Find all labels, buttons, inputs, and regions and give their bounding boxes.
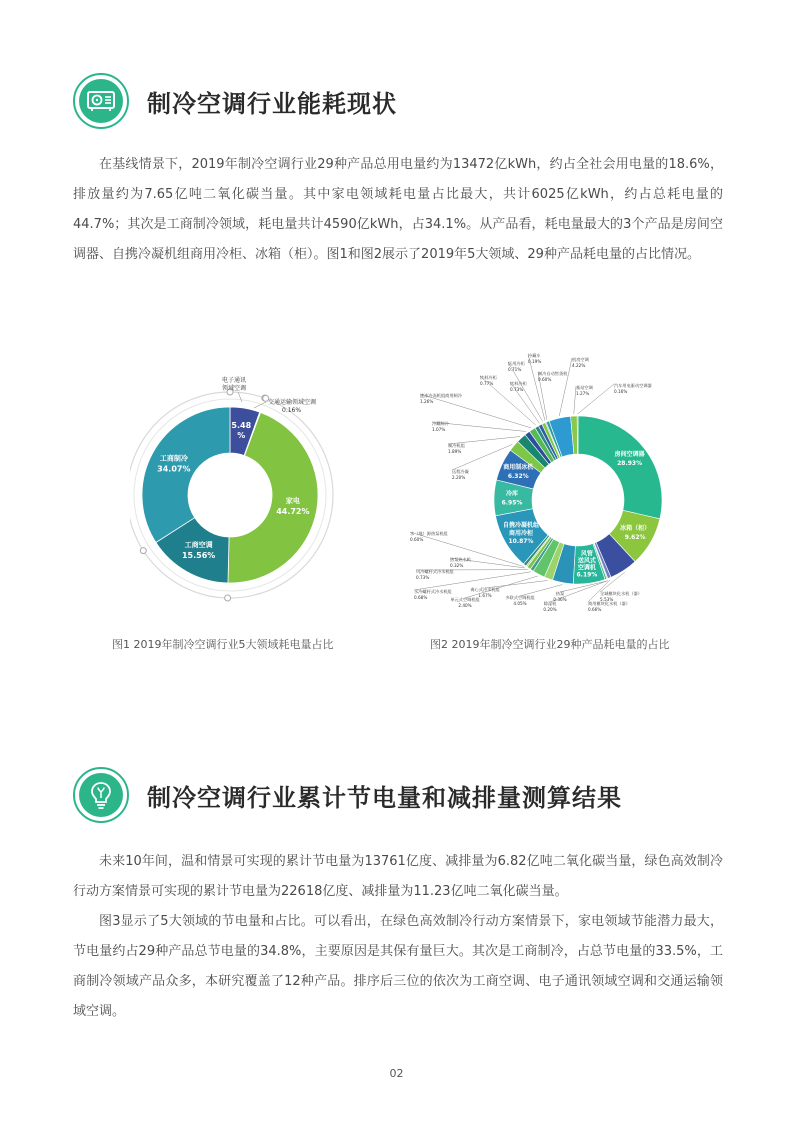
figure1-label-name: 工商空调 bbox=[184, 540, 213, 549]
section1-paragraph: 在基线情景下，2019年制冷空调行业29种产品总用电量约为13472亿kWh，约占全社会用电量的18.6%，排放量约为7.65亿吨二氧化碳当量。其中家电领域耗电量占比最大，共计6025亿kWh，约占总耗电量的44.7%；其次是工商制冷领域，耗电量共计4590亿kWh，占34.1%。从产品看，耗电量最大的3个产品是房间空调器、自携冷凝机组商用冷柜、冰箱（柜）。图1和图2展示了2019年5大领域、29种产品耗电量的占比情况。 bbox=[73, 157, 723, 262]
figure1-label-value: 5.48 bbox=[231, 420, 252, 430]
figure2-donut-chart bbox=[410, 350, 710, 630]
figure1-label-unit: % bbox=[237, 430, 246, 440]
figure2-inner-label: 商用制冰机 bbox=[503, 463, 534, 471]
figure2-inner-label: 6.19% bbox=[576, 571, 598, 579]
figure2-outer-label-value: 4.22% bbox=[572, 363, 586, 368]
figure2-outer-label-name: 除湿机 bbox=[543, 601, 557, 606]
lightbulb-icon bbox=[73, 767, 129, 823]
figure2-outer-label-value: 0.19% bbox=[528, 359, 542, 364]
figure1-label-value: 34.07% bbox=[157, 464, 191, 474]
figure2-inner-label: 空调机 bbox=[577, 564, 596, 572]
figure2-outer-label-value: 0.60% bbox=[538, 377, 552, 382]
figure2-outer-label-name: 机房空调 bbox=[572, 357, 589, 362]
figure2-svg bbox=[410, 350, 710, 630]
section1-title: 制冷空调行业能耗现状 bbox=[147, 89, 397, 118]
figure2-outer-label-value: 0.71% bbox=[508, 367, 522, 372]
figure2-outer-label-name: 冷藏制冷 bbox=[432, 421, 449, 426]
figure2-outer-label-value: 2.40% bbox=[458, 603, 472, 608]
section1-header bbox=[73, 73, 397, 129]
figure1-label-value: 44.72% bbox=[276, 507, 310, 517]
figure2-outer-label-name: 制冷机组 bbox=[448, 443, 465, 448]
figure2-slice bbox=[578, 416, 662, 519]
figure1-ring-marker bbox=[225, 595, 231, 601]
figure2-outer-label-name: 离心式冷水机组 bbox=[470, 587, 500, 592]
figure2-outer-label-value: 1.26% bbox=[420, 399, 434, 404]
figure1-svg bbox=[130, 370, 370, 620]
figure1-callout-dianzi: 电子通讯 bbox=[222, 377, 247, 384]
figure2-inner-label: 送风式 bbox=[577, 557, 596, 565]
figure1-label-name: 家电 bbox=[285, 497, 300, 506]
figure2-inner-label: 9.62% bbox=[624, 534, 646, 542]
figure2-outer-label-value: 0.77% bbox=[480, 381, 494, 386]
section2-body bbox=[73, 847, 723, 1027]
figure2-outer-label-name: 饮料冷柜 bbox=[480, 375, 497, 380]
figure2-outer-label-name: 汽车用电驱动空调器 bbox=[614, 383, 652, 388]
figure1-donut-chart bbox=[130, 370, 370, 620]
figure1-caption: 图1 2019年制冷空调行业5大领域耗电量占比 bbox=[112, 638, 334, 651]
figure2-outer-label-value: 1.07% bbox=[432, 427, 446, 432]
figure2-outer-label-value: 1.27% bbox=[576, 391, 590, 396]
figure2-outer-label-name: 饮料冷柜 bbox=[510, 381, 527, 386]
figure2-outer-label-value: 1.67% bbox=[478, 593, 492, 598]
figure2-outer-label-name: 医用冷柜 bbox=[508, 361, 525, 366]
ac-unit-icon bbox=[73, 73, 129, 129]
figure2-outer-label-value: 0.68% bbox=[414, 595, 428, 600]
figure2-outer-label-name: 商用模块化水机（器） bbox=[588, 601, 630, 606]
figure1-label-value: 15.56% bbox=[181, 550, 216, 560]
section1-body bbox=[73, 150, 723, 270]
figure1-ring-marker bbox=[140, 548, 146, 554]
figure2-inner-label: 商用冷柜 bbox=[508, 530, 533, 538]
figure2-outer-label-value: 0.73% bbox=[510, 387, 524, 392]
figure2-outer-label-value: 5.53% bbox=[600, 597, 614, 602]
figure2-outer-label-name: 多联式空调机组 bbox=[505, 595, 535, 600]
figure2-inner-label: 10.87% bbox=[508, 538, 534, 546]
figure2-outer-label-name: 热泵热水机 bbox=[450, 557, 471, 562]
figure2-outer-label-name: 水（地）源热泵机组 bbox=[410, 531, 448, 536]
figure2-outer-label-name: 全域模块化水机（器） bbox=[600, 591, 642, 596]
section2-title: 制冷空调行业累计节电量和减排量测算结果 bbox=[147, 783, 622, 812]
figure2-outer-label-value: 4.05% bbox=[513, 601, 527, 606]
figure2-slice bbox=[577, 416, 578, 454]
section2-paragraph-1: 未来10年间，温和情景可实现的累计节电量为13761亿度、减排量为6.82亿吨二氧化碳当量，绿色高效制冷行动方案情景可实现的累计节电量为22618亿度、减排量为11.23亿吨二氧化碳当量。 bbox=[73, 854, 723, 899]
figure2-leader-line bbox=[559, 358, 572, 416]
figure2-outer-label-value: 0.66% bbox=[588, 607, 602, 612]
figure2-inner-label: 自携冷凝机组 bbox=[502, 522, 539, 530]
figure2-outer-label-name: 风冷螺杆式冷水机组 bbox=[416, 569, 454, 574]
figure2-outer-label-value: 1.89% bbox=[448, 449, 462, 454]
figure1-callout-dianzi: 领域空调 bbox=[222, 385, 247, 392]
figure2-outer-label-name: 速冻冷冻机组商用制冷 bbox=[420, 393, 462, 398]
figure2-outer-label-name: 远程冷凝 bbox=[452, 469, 469, 474]
figure2-inner-label: 冰箱（柜） bbox=[620, 525, 651, 533]
page-number: 02 bbox=[389, 1067, 404, 1080]
figure2-inner-label: 28.93% bbox=[617, 459, 643, 467]
figure2-inner-label: 房间空调器 bbox=[614, 450, 645, 458]
figure2-outer-label-value: 0.73% bbox=[416, 575, 430, 580]
figure2-inner-label: 冷库 bbox=[506, 490, 519, 498]
figure1-callout-jiaotong: 交通运输领域空调 bbox=[268, 399, 317, 406]
figure2-outer-label-value: 0.60% bbox=[410, 537, 424, 542]
figure2-outer-label-value: 2.20% bbox=[452, 475, 466, 480]
figure2-outer-label-name: 基站空调 bbox=[576, 385, 593, 390]
figure2-inner-label: 6.32% bbox=[507, 472, 529, 480]
section2-paragraph-2: 图3显示了5大领域的节电量和占比。可以看出，在绿色高效制冷行动方案情景下，家电领域节能潜力最大，节电量约占29种产品总节电量的34.8%，主要原因是其保有量巨大。其次是工商制冷，占总节电量的33.5%，工商制冷领域产品众多，本研究覆盖了12种产品。排序后三位的依次为工商空调、电子通讯领域空调和交通运输领域空调。 bbox=[73, 914, 723, 1019]
figure1-callout-jiaotong-value: 0.16% bbox=[282, 407, 302, 414]
figure2-outer-label-value: 0.20% bbox=[543, 607, 557, 612]
figure2-outer-label-name: 水冷螺杆式冷水机组 bbox=[414, 589, 452, 594]
figure2-outer-label-value: 0.32% bbox=[450, 563, 464, 568]
figure1-label-name: 工商制冷 bbox=[159, 454, 188, 463]
figure1-slice bbox=[142, 407, 230, 542]
figure2-outer-label-name: 冷藏车 bbox=[528, 353, 541, 358]
figure2-outer-label-value: 0.36% bbox=[553, 597, 567, 602]
figure1-leader-line bbox=[238, 392, 242, 402]
figure2-inner-label: 风管 bbox=[580, 550, 593, 558]
figure2-inner-label: 6.95% bbox=[501, 499, 523, 507]
section2-header bbox=[73, 767, 622, 823]
figure2-outer-label-name: 单元式空调机组 bbox=[450, 597, 480, 602]
figure2-outer-label-name: 制冷自动售货机 bbox=[538, 371, 568, 376]
figure2-outer-label-value: 0.16% bbox=[614, 389, 628, 394]
figure2-caption: 图2 2019年制冷空调行业29种产品耗电量的占比 bbox=[430, 638, 670, 651]
figure2-outer-label-name: 热泵 bbox=[555, 591, 565, 596]
